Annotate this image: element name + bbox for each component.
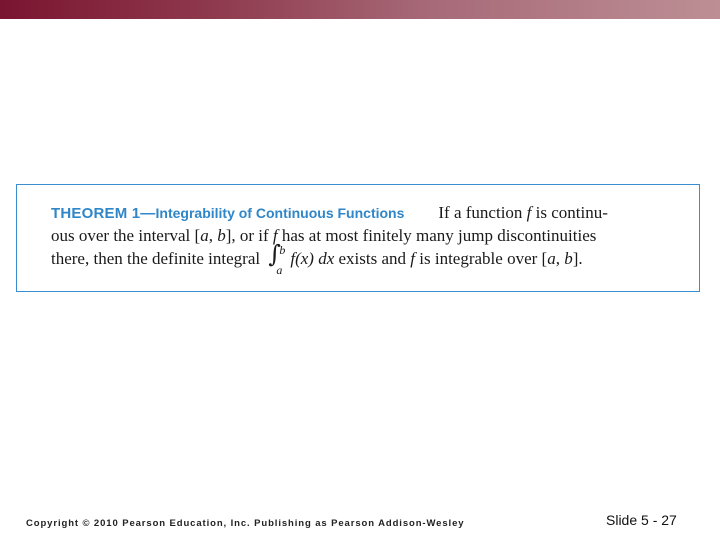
math-variable-f: f bbox=[526, 203, 532, 222]
theorem-text-segment: ], or if bbox=[225, 226, 273, 245]
copyright-notice: Copyright © 2010 Pearson Education, Inc. Publishing as Pearson Addison-Wesley bbox=[26, 518, 465, 529]
slide-number: Slide 5 - 27 bbox=[606, 512, 677, 528]
integral-sign: ∫ bbox=[268, 240, 281, 268]
integrand: f(x) dx bbox=[290, 249, 335, 268]
math-variable-b: b bbox=[564, 249, 573, 268]
title-bar-decoration bbox=[0, 0, 720, 19]
theorem-line-3 bbox=[51, 240, 671, 277]
theorem-text-segment: exists and bbox=[334, 249, 411, 268]
math-variable-a: a bbox=[547, 249, 556, 268]
theorem-name: Integrability of Continuous Functions bbox=[155, 205, 405, 221]
theorem-text-segment: is integrable over [ bbox=[415, 249, 548, 268]
theorem-text-segment: is continu- bbox=[531, 203, 608, 222]
theorem-text-segment: , bbox=[208, 226, 218, 245]
theorem-text-segment: ]. bbox=[572, 249, 583, 268]
definite-integral-symbol bbox=[268, 240, 290, 277]
math-variable-b: b bbox=[217, 226, 226, 245]
theorem-line-1 bbox=[51, 201, 671, 224]
theorem-text-segment: ous over the interval [ bbox=[51, 226, 201, 245]
theorem-text-segment: there, then the definite integral bbox=[51, 249, 265, 268]
theorem-line-2 bbox=[51, 224, 671, 247]
theorem-text-segment: , bbox=[555, 249, 565, 268]
theorem-text-segment: has at most finitely many jump discontinuities bbox=[277, 226, 597, 245]
math-variable-f: f bbox=[410, 249, 416, 268]
theorem-label: THEOREM 1— bbox=[51, 205, 156, 222]
theorem-statement bbox=[51, 201, 671, 277]
integral-upper-limit: b bbox=[279, 243, 286, 257]
math-variable-a: a bbox=[200, 226, 209, 245]
theorem-text-segment: If a function bbox=[438, 203, 527, 222]
math-variable-f: f bbox=[272, 226, 278, 245]
theorem-box bbox=[16, 184, 700, 292]
integral-lower-limit: a bbox=[276, 263, 283, 277]
